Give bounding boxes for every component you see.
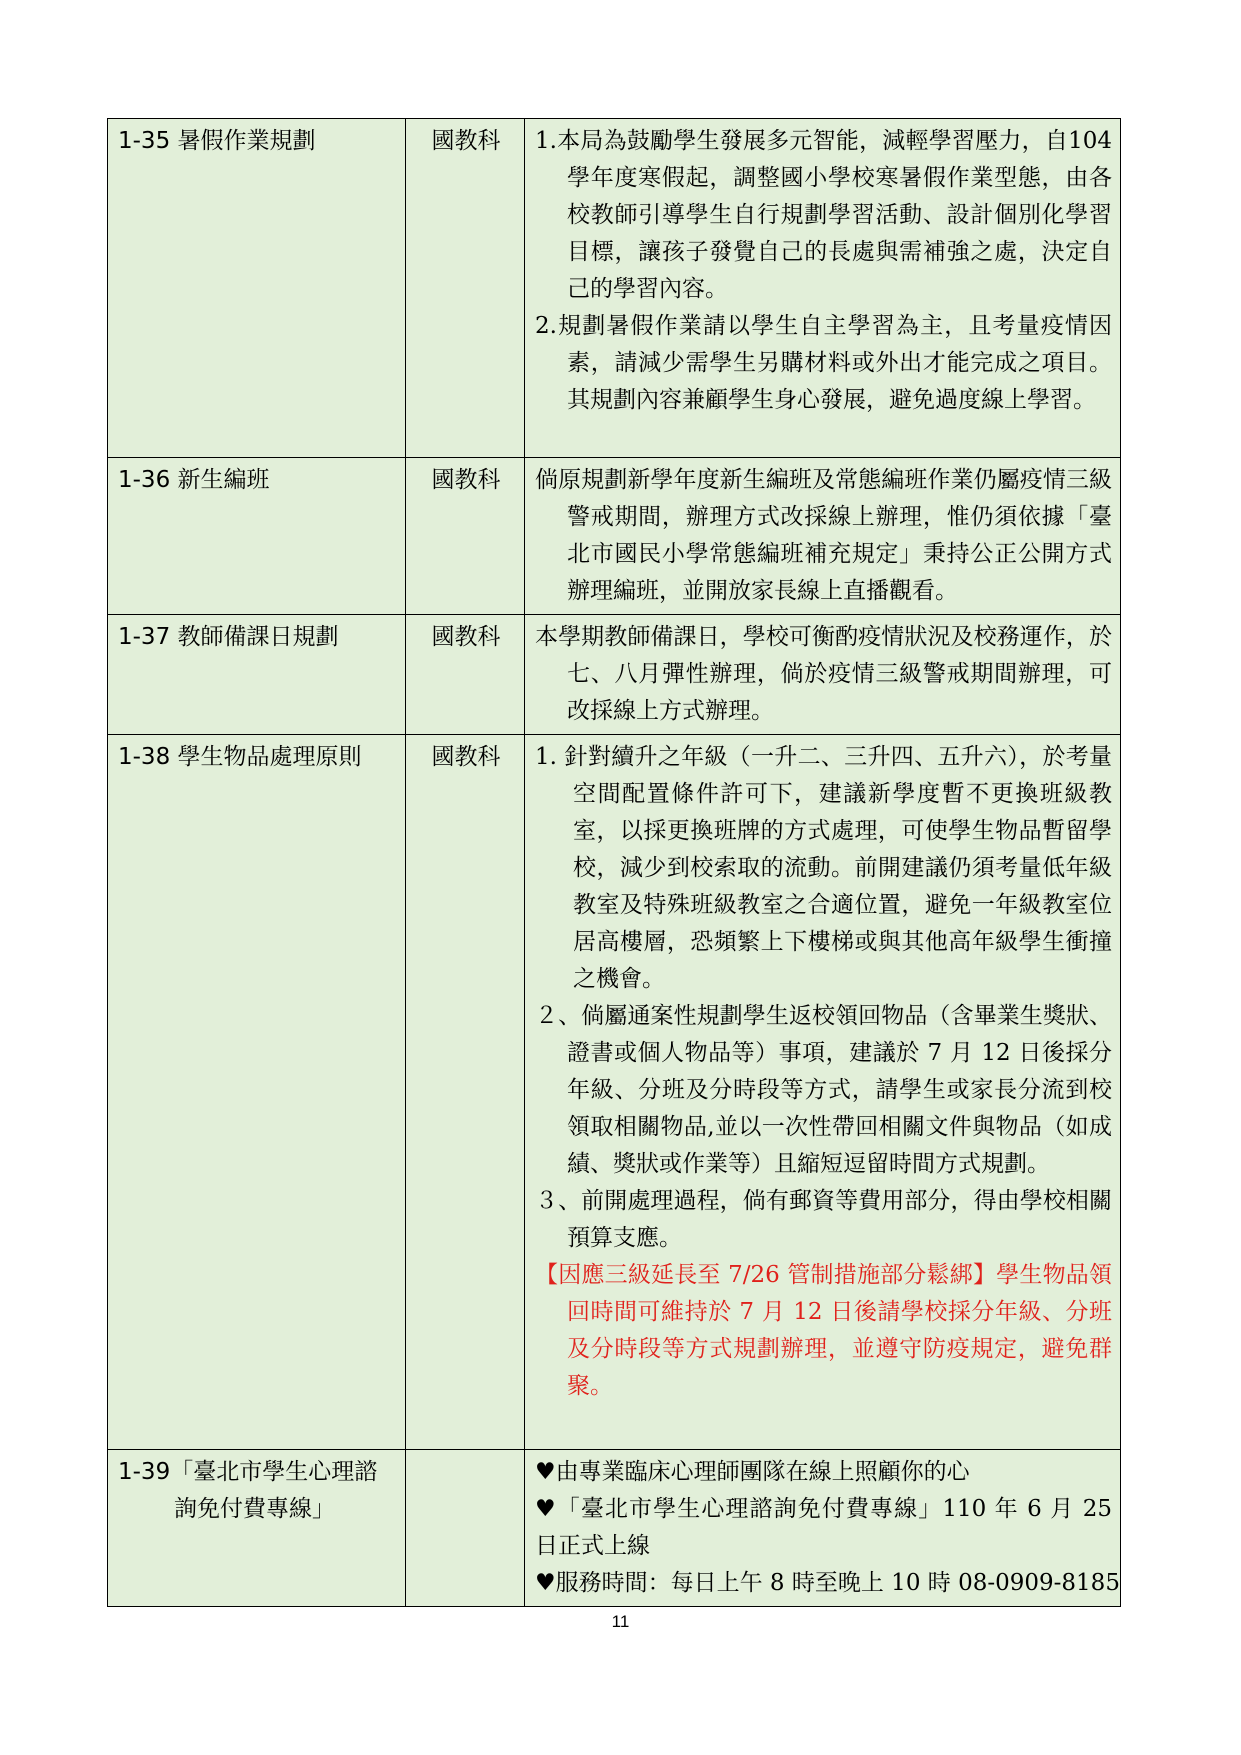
description-paragraph: ♥服務時間：每日上午 8 時至晚上 10 時 08-0909-8185 [535, 1570, 1120, 1596]
table-row [108, 458, 1121, 615]
content-table [107, 118, 1121, 1607]
item-cell [108, 458, 406, 615]
description-cell [525, 458, 1121, 615]
item-cell [108, 1450, 406, 1607]
page-number: 11 [611, 1612, 630, 1631]
unit-cell [406, 1450, 525, 1607]
description-paragraph: 1.本局為鼓勵學生發展多元智能，減輕學習壓力，自104 學年度寒假起，調整國小學校寒暑假作業型態，由各校教師引導學生自行規劃學習活動、設計個別化學習目標，讓孩子發覺自己的長處與需補強之處，決定自己的學習內容。 [535, 128, 1112, 302]
table-row [108, 119, 1121, 458]
item-cell [108, 119, 406, 458]
table-row [108, 615, 1121, 735]
description-paragraph: 1. 針對續升之年級（一升二、三升四、五升六），於考量空間配置條件許可下，建議新學度暫不更換班級教室，以採更換班牌的方式處理，可使學生物品暫留學校，減少到校索取的流動。前開建議仍須考量低年級教室及特殊班級教室之合適位置，避免一年級教室位居高樓層，恐頻繁上下樓梯或與其他高年級學生衝撞之機會。 [535, 744, 1112, 992]
description-paragraph: 2.規劃暑假作業請以學生自主學習為主，且考量疫情因素，請減少需學生另購材料或外出才能完成之項目。其規劃內容兼顧學生身心發展，避免過度線上學習。 [535, 313, 1112, 413]
description-paragraph: 倘原規劃新學年度新生編班及常態編班作業仍屬疫情三級警戒期間，辦理方式改採線上辦理，惟仍須依據「臺北市國民小學常態編班補充規定」秉持公正公開方式辦理編班，並開放家長線上直播觀看。 [535, 467, 1112, 604]
item-title: 1-38 學生物品處理原則 [118, 744, 362, 770]
description-cell [525, 1450, 1121, 1607]
unit-cell: 國教科 [406, 119, 525, 458]
description-paragraph: ３、前開處理過程，倘有郵資等費用部分，得由學校相關預算支應。 [535, 1188, 1112, 1251]
item-cell [108, 615, 406, 735]
unit-cell: 國教科 [406, 458, 525, 615]
description-cell [525, 119, 1121, 458]
table-row [108, 735, 1121, 1450]
table-row [108, 1450, 1121, 1607]
notice-paragraph: 【因應三級延長至 7/26 管制措施部分鬆綁】學生物品領回時間可維持於 7 月 12 日後請學校採分年級、分班及分時段等方式規劃辦理，並遵守防疫規定，避免群聚。 [535, 1262, 1112, 1399]
description-paragraph: ２、倘屬通案性規劃學生返校領回物品（含畢業生獎狀、證書或個人物品等）事項，建議於 7 月 12 日後採分年級、分班及分時段等方式，請學生或家長分流到校領取相關物品,並以一次性帶回相關文件與物品（如成績、獎狀或作業等）且縮短逗留時間方式規劃。 [535, 1003, 1112, 1177]
item-title: 1-37 教師備課日規劃 [118, 624, 339, 650]
description-paragraph: ♥由專業臨床心理師團隊在線上照顧你的心 [535, 1459, 970, 1485]
description-paragraph: ♥「臺北市學生心理諮詢免付費專線」110 年 6 月 25 日正式上線 [535, 1496, 1112, 1559]
description-cell [525, 735, 1121, 1450]
unit-cell: 國教科 [406, 735, 525, 1450]
item-cell [108, 735, 406, 1450]
description-cell [525, 615, 1121, 735]
unit-cell: 國教科 [406, 615, 525, 735]
item-title: 1-35 暑假作業規劃 [118, 128, 316, 154]
item-title: 1-39「臺北市學生心理諮詢免付費專線」 [118, 1459, 378, 1522]
item-title: 1-36 新生編班 [118, 467, 270, 493]
description-paragraph: 本學期教師備課日，學校可衡酌疫情狀況及校務運作，於七、八月彈性辦理，倘於疫情三級警戒期間辦理，可改採線上方式辦理。 [535, 624, 1112, 724]
